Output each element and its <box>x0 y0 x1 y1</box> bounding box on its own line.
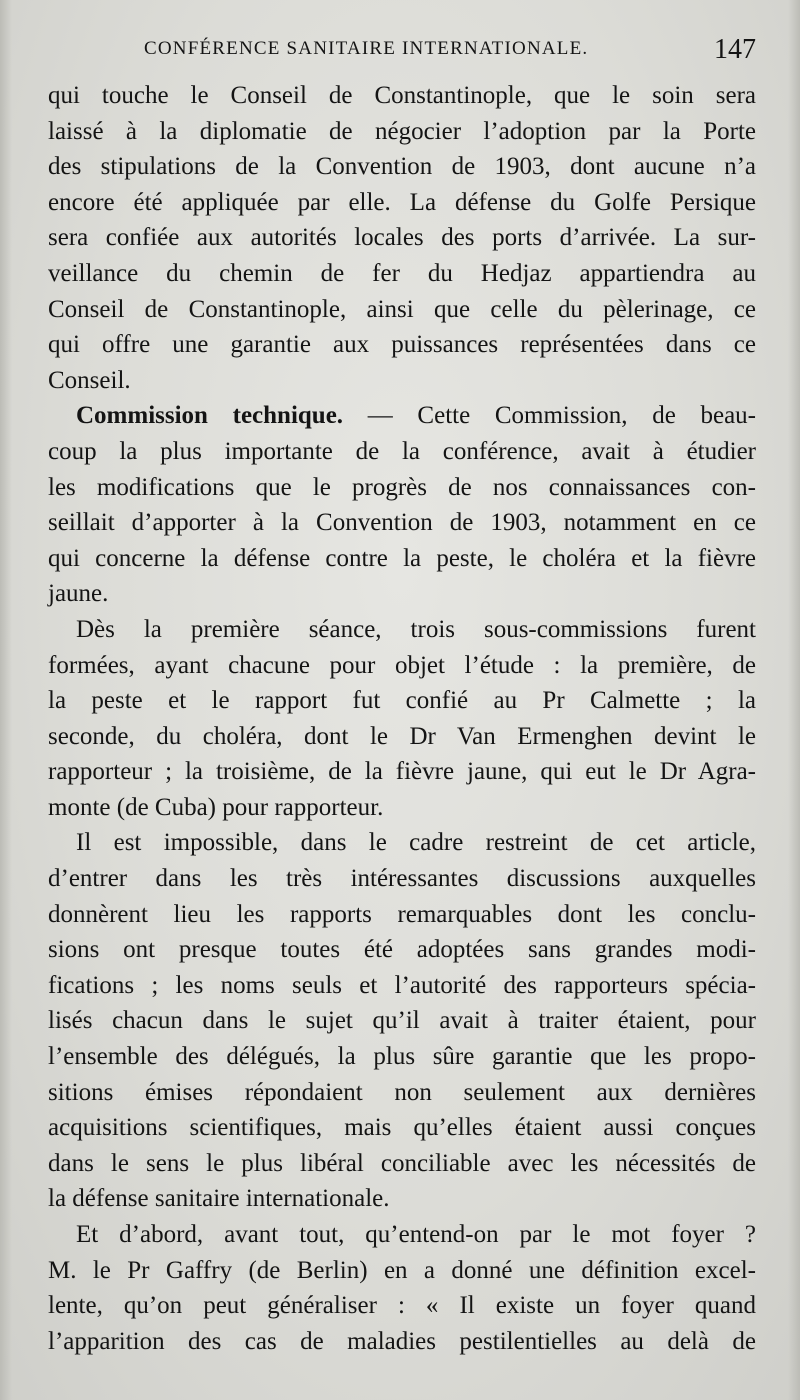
text-line: qui touche le Conseil de Constantinople, que le soin sera <box>48 82 756 109</box>
text-line: fications ; les noms seuls et l’autorité des rapporteurs spécia- <box>48 971 756 999</box>
text-line: l’apparition des cas de maladies pestilentielles au delà de <box>48 1327 756 1355</box>
text-line-rest: — Cette Commission, de beau- <box>343 402 756 430</box>
paragraph <box>48 1217 756 1359</box>
text-line: lisés chacun dans le sujet qu’il avait à traiter étaient, pour <box>48 1007 756 1035</box>
text-body <box>48 78 756 1359</box>
text-line: lente, qu’on peut généraliser : « Il existe un foyer quand <box>48 1292 756 1320</box>
text-line: des stipulations de la Convention de 1903, dont aucune n’a <box>48 153 756 181</box>
text-line: Dès la première séance, trois sous-commissions furent <box>76 615 756 643</box>
text-line: d’entrer dans les très intéressantes discussions auxquelles <box>48 865 756 893</box>
text-line: la peste et le rapport fut confié au Pr Calmette ; la <box>48 687 756 715</box>
paragraph <box>48 825 756 1217</box>
text-line: seillait d’apporter à la Convention de 1903, notamment en ce <box>48 509 756 537</box>
text-line: Il est impossible, dans le cadre restreint de cet article, <box>76 829 756 857</box>
text-line: M. le Pr Gaffry (de Berlin) en a donné une définition excel- <box>48 1256 756 1284</box>
paragraph <box>48 612 756 826</box>
text-line: Conseil de Constantinople, ainsi que celle du pèlerinage, ce <box>48 295 756 323</box>
text-line: Conseil. <box>48 366 131 394</box>
text-line: formées, ayant chacune pour objet l’étude : la première, de <box>48 651 756 679</box>
text-line: rapporteur ; la troisième, de la fièvre jaune, qui eut le Dr Agra- <box>48 758 756 786</box>
text-line: jaune. <box>48 580 109 608</box>
text-line: l’ensemble des délégués, la plus sûre garantie que les propo- <box>48 1043 756 1071</box>
text-line: monte (de Cuba) pour rapporteur. <box>48 793 384 821</box>
text-line: donnèrent lieu les rapports remarquables dont les conclu- <box>48 900 756 928</box>
text-line: les modifications que le progrès de nos connaissances con- <box>48 473 756 501</box>
text-line: sitions émises répondaient non seulement aux dernières <box>48 1078 756 1106</box>
paragraph-commission-technique <box>48 398 756 612</box>
text-line: acquisitions scientifiques, mais qu’elles étaient aussi conçues <box>48 1114 756 1142</box>
running-head-title: CONFÉRENCE SANITAIRE INTERNATIONALE. <box>144 38 589 59</box>
text-line: laissé à la diplomatie de négocier l’adoption par la Porte <box>48 117 756 145</box>
text-line: veillance du chemin de fer du Hedjaz appartiendra au <box>48 259 756 287</box>
text-line: encore été appliquée par elle. La défense du Golfe Persique <box>48 188 756 216</box>
text-line: la défense sanitaire internationale. <box>48 1185 390 1213</box>
text-line: sera confiée aux autorités locales des ports d’arrivée. La sur- <box>48 224 756 252</box>
text-line <box>48 398 756 434</box>
text-line: qui offre une garantie aux puissances représentées dans ce <box>48 331 756 359</box>
paragraph-continuation <box>48 78 756 398</box>
text-line: dans le sens le plus libéral conciliable avec les nécessités de <box>48 1149 756 1177</box>
text-line: seconde, du choléra, dont le Dr Van Ermenghen devint le <box>48 722 756 750</box>
scan-right-edge <box>788 0 800 1400</box>
text-line: Et d’abord, avant tout, qu’entend-on par le mot foyer ? <box>76 1221 756 1248</box>
running-head <box>48 34 756 74</box>
section-runin-heading: Commission technique. <box>76 402 344 430</box>
page-number: 147 <box>714 34 756 65</box>
scan-left-edge <box>0 0 12 1400</box>
text-line: coup la plus importante de la conférence, avait à étudier <box>48 437 756 465</box>
text-line: qui concerne la défense contre la peste, le choléra et la fièvre <box>48 544 756 572</box>
text-line: sions ont presque toutes été adoptées sans grandes modi- <box>48 936 756 964</box>
